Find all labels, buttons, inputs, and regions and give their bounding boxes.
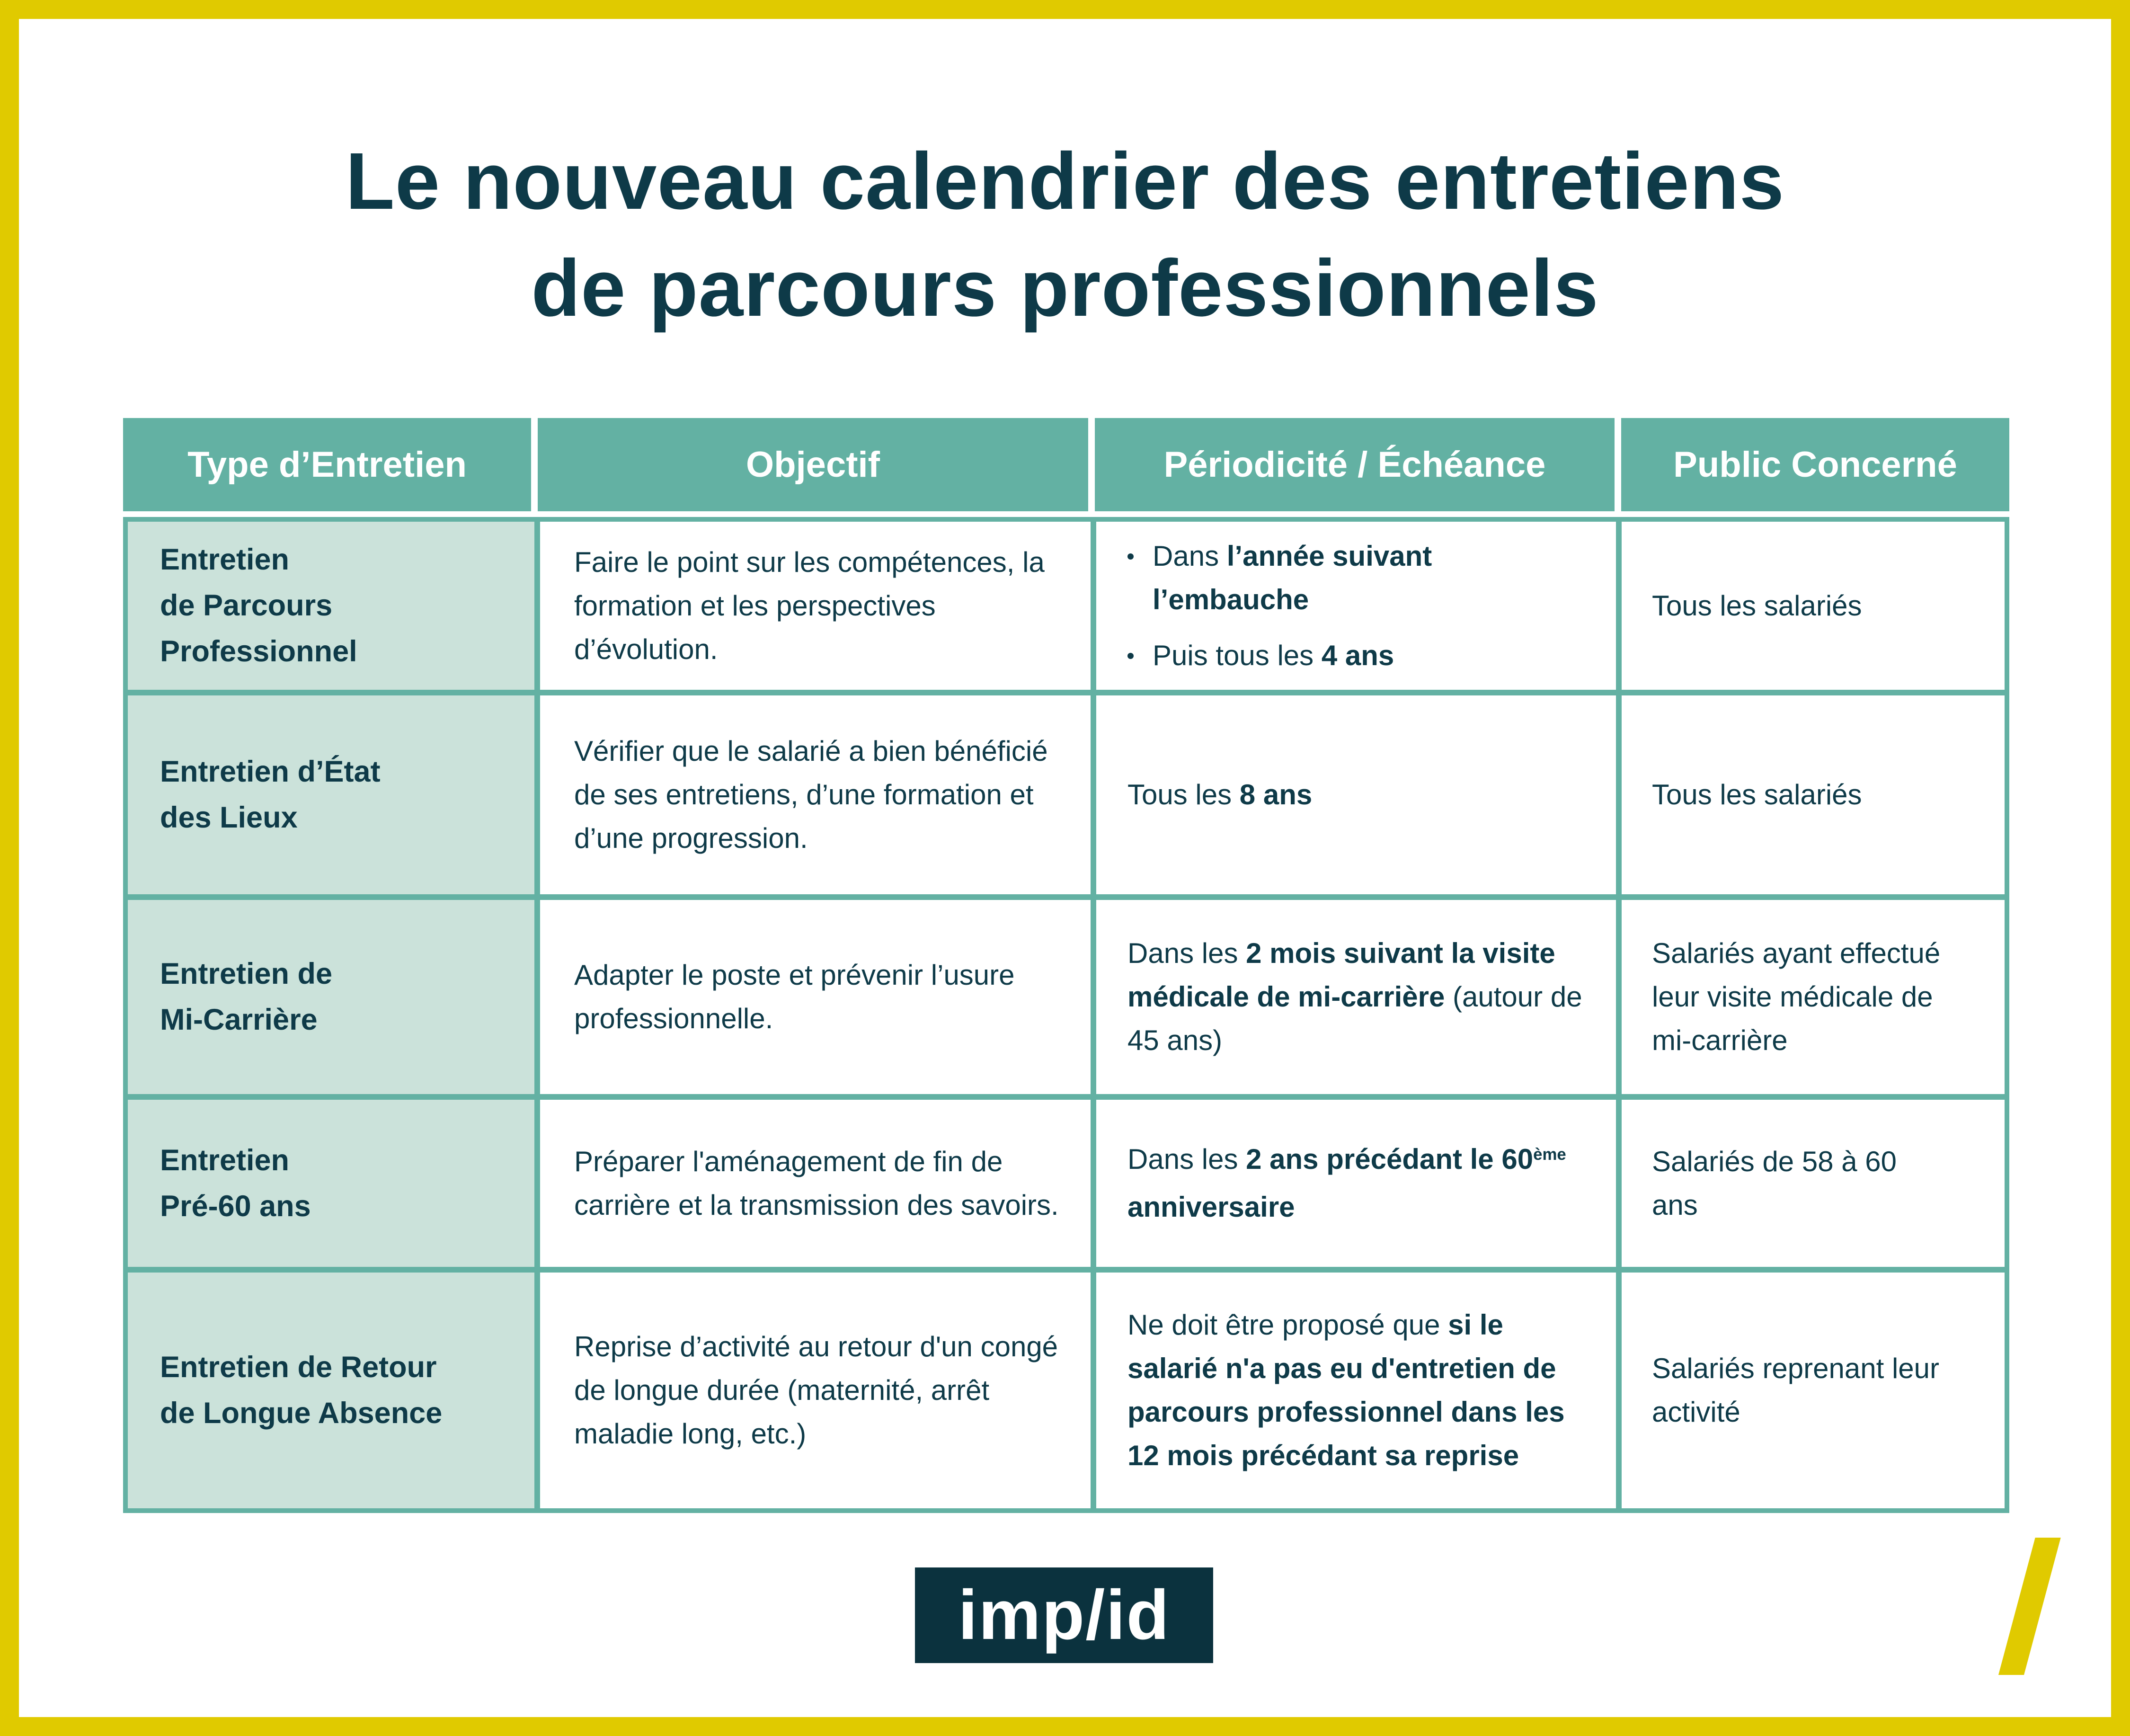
cell-periodicite: Dans les 2 ans précédant le 60ème anniversaire: [1091, 1100, 1616, 1267]
table-row-etat-des-lieux: [128, 690, 2005, 894]
implid-logo: [915, 1567, 1213, 1663]
cell-periodicite: Dans les 2 mois suivant la visite médicale de mi-carrière (autour de 45 ans): [1091, 900, 1616, 1094]
cell-periodicite: [1091, 522, 1616, 690]
cell-objectif: Préparer l'aménagement de fin de carrière et la transmission des savoirs.: [534, 1100, 1091, 1267]
cell-public: Tous les salariés: [1616, 695, 2005, 894]
cell-public: Salariés de 58 à 60 ans: [1616, 1100, 2005, 1267]
table-row-parcours-professionnel: [128, 522, 2005, 690]
cell-public: Salariés reprenant leur activité: [1616, 1273, 2005, 1508]
table-body: [123, 517, 2009, 1513]
bullet-item: Dans l’année suivant l’embauche: [1127, 534, 1589, 622]
table-header-row: [123, 418, 2009, 511]
entretiens-table: [123, 418, 2009, 1513]
column-header-type: Type d’Entretien: [123, 418, 531, 511]
cell-type: Entretien de Mi-Carrière: [128, 900, 534, 1094]
cell-type: Entretien de Retour de Longue Absence: [128, 1273, 534, 1508]
cell-public: Tous les salariés: [1616, 522, 2005, 690]
cell-periodicite: Tous les 8 ans: [1091, 695, 1616, 894]
bullet-item: Puis tous les 4 ans: [1127, 634, 1589, 677]
cell-type: Entretien de Parcours Professionnel: [128, 522, 534, 690]
bullet-dot-icon: [1127, 553, 1134, 560]
page-title-line1: Le nouveau calendrier des entretiens: [345, 136, 1785, 226]
page-title: [0, 128, 2130, 342]
cell-periodicite: Ne doit être proposé que si le salarié n'a pas eu d'entretien de parcours professionnel dans les 12 mois précédant sa reprise: [1091, 1273, 1616, 1508]
column-header-periodicite: Périodicité / Échéance: [1095, 418, 1615, 511]
page-title-line2: de parcours professionnels: [531, 243, 1599, 333]
column-header-objectif: Objectif: [538, 418, 1088, 511]
table-row-retour-longue-absence: [128, 1267, 2005, 1508]
superscript-eme: ème: [1533, 1145, 1566, 1164]
cell-public: Salariés ayant effectué leur visite médicale de mi-carrière: [1616, 900, 2005, 1094]
cell-objectif: Reprise d’activité au retour d'un congé de longue durée (maternité, arrêt maladie long, etc.): [534, 1273, 1091, 1508]
cell-objectif: Faire le point sur les compétences, la formation et les perspectives d’évolution.: [534, 522, 1091, 690]
column-header-public: Public Concerné: [1621, 418, 2009, 511]
cell-type: Entretien Pré-60 ans: [128, 1100, 534, 1267]
table-row-mi-carriere: [128, 894, 2005, 1094]
table-row-pre-60-ans: [128, 1094, 2005, 1267]
bullet-dot-icon: [1127, 653, 1134, 659]
cell-objectif: Vérifier que le salarié a bien bénéficié de ses entretiens, d’une formation et d’une progression.: [534, 695, 1091, 894]
cell-objectif: Adapter le poste et prévenir l’usure professionnelle.: [534, 900, 1091, 1094]
cell-type: Entretien d’État des Lieux: [128, 695, 534, 894]
yellow-slash-icon: [1998, 1538, 2061, 1675]
implid-logo-text: imp/id: [958, 1576, 1170, 1654]
